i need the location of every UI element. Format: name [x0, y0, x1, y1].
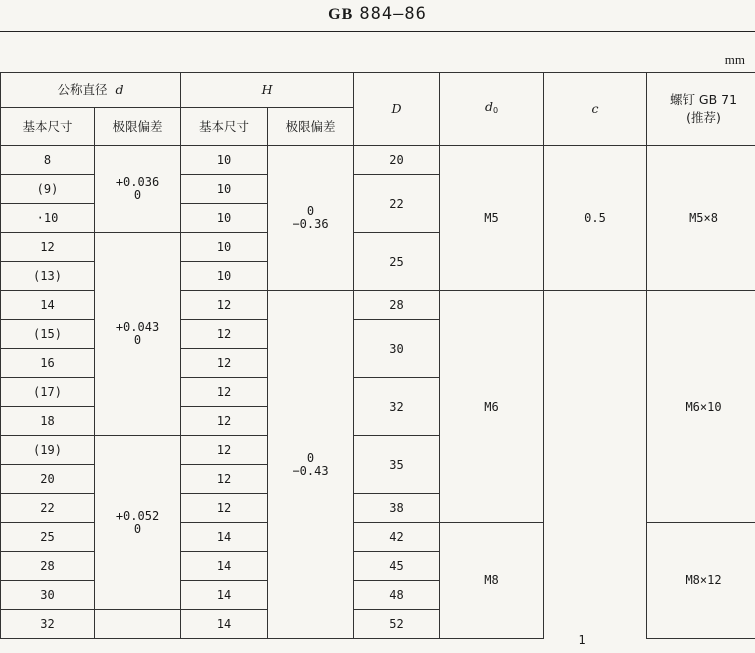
d-basic-cell: 32	[1, 610, 95, 639]
d-tolerance-cell	[95, 436, 181, 610]
D-cell: 45	[354, 552, 440, 581]
header-c: c	[544, 73, 647, 146]
d-basic-cell: (19)	[1, 436, 95, 465]
H-tol-upper: 0	[268, 205, 353, 218]
header-screw	[647, 73, 755, 146]
H-basic-cell: 14	[181, 610, 268, 639]
D-cell: 32	[354, 378, 440, 436]
d-basic-cell: 25	[1, 523, 95, 552]
D-cell: 22	[354, 175, 440, 233]
D-cell: 30	[354, 320, 440, 378]
screw-cell: M5×8	[647, 146, 755, 291]
D-cell: 28	[354, 291, 440, 320]
d-basic-cell: 20	[1, 465, 95, 494]
H-tolerance-cell	[268, 146, 354, 291]
d-basic-cell: 16	[1, 349, 95, 378]
d-basic-cell: 28	[1, 552, 95, 581]
d-tolerance-cell	[95, 146, 181, 233]
standard-number: 884—86	[359, 4, 426, 24]
header-d0	[440, 73, 544, 146]
d-tolerance-cell	[95, 233, 181, 436]
d0-cell: M5	[440, 146, 544, 291]
D-cell: 35	[354, 436, 440, 494]
d-basic-cell: (9)	[1, 175, 95, 204]
H-basic-cell: 12	[181, 349, 268, 378]
d-basic-cell: 22	[1, 494, 95, 523]
header-d0-subscript: 0	[493, 106, 498, 115]
H-basic-cell: 12	[181, 494, 268, 523]
d-tol-lower: 0	[95, 334, 180, 347]
D-cell: 25	[354, 233, 440, 291]
H-basic-cell: 10	[181, 146, 268, 175]
H-basic-cell: 12	[181, 407, 268, 436]
header-H-tolerance: 极限偏差	[268, 108, 354, 146]
dimension-table	[0, 72, 755, 639]
d-tol-lower: 0	[95, 189, 180, 202]
c-cell	[544, 291, 647, 639]
d-basic-cell: ·10	[1, 204, 95, 233]
d-tol-upper: +0.043	[95, 321, 180, 334]
header-d0-symbol: d	[485, 99, 493, 114]
d-tol-lower: 0	[95, 523, 180, 536]
d0-cell: M6	[440, 291, 544, 523]
H-basic-cell: 12	[181, 378, 268, 407]
D-cell: 38	[354, 494, 440, 523]
D-cell: 48	[354, 581, 440, 610]
header-nominal-diameter	[1, 73, 181, 108]
H-tol-lower: −0.43	[268, 465, 353, 478]
H-basic-cell: 14	[181, 552, 268, 581]
screw-cell: M8×12	[647, 523, 755, 639]
H-basic-cell: 12	[181, 291, 268, 320]
unit-label: mm	[725, 52, 745, 68]
d-basic-cell: 12	[1, 233, 95, 262]
header-H: H	[181, 73, 354, 108]
d-basic-cell: 18	[1, 407, 95, 436]
H-tolerance-cell	[268, 291, 354, 639]
H-basic-cell: 10	[181, 262, 268, 291]
d-basic-cell: (17)	[1, 378, 95, 407]
screw-cell: M6×10	[647, 291, 755, 523]
H-basic-cell: 14	[181, 581, 268, 610]
d0-cell: M8	[440, 523, 544, 639]
standard-title	[0, 4, 755, 24]
H-tol-lower: −0.36	[268, 218, 353, 231]
d-basic-cell: 14	[1, 291, 95, 320]
header-nominal-diameter-label: 公称直径	[58, 82, 108, 97]
d-tolerance-cell	[95, 610, 181, 639]
H-tol-upper: 0	[268, 452, 353, 465]
d-tol-upper: +0.036	[95, 176, 180, 189]
header-d-tolerance: 极限偏差	[95, 108, 181, 146]
standard-prefix: GB	[328, 6, 353, 23]
H-basic-cell: 14	[181, 523, 268, 552]
c-value-1: 1	[578, 633, 585, 647]
title-rule	[0, 31, 755, 32]
H-basic-cell: 10	[181, 204, 268, 233]
H-basic-cell: 12	[181, 436, 268, 465]
D-cell: 42	[354, 523, 440, 552]
H-basic-cell: 12	[181, 320, 268, 349]
header-d-symbol: d	[115, 82, 123, 97]
table-row	[1, 146, 755, 175]
D-cell: 20	[354, 146, 440, 175]
D-cell: 52	[354, 610, 440, 639]
c-cell: 0.5	[544, 146, 647, 291]
d-basic-cell: 8	[1, 146, 95, 175]
d-basic-cell: 30	[1, 581, 95, 610]
H-basic-cell: 10	[181, 175, 268, 204]
d-basic-cell: (15)	[1, 320, 95, 349]
header-D: D	[354, 73, 440, 146]
header-screw-line1: 螺钉 GB 71	[647, 93, 755, 107]
d-tol-upper: +0.052	[95, 510, 180, 523]
H-basic-cell: 12	[181, 465, 268, 494]
header-d-basic: 基本尺寸	[1, 108, 95, 146]
header-H-basic: 基本尺寸	[181, 108, 268, 146]
d-basic-cell: (13)	[1, 262, 95, 291]
H-basic-cell: 10	[181, 233, 268, 262]
header-screw-line2: (推荐)	[647, 111, 755, 125]
